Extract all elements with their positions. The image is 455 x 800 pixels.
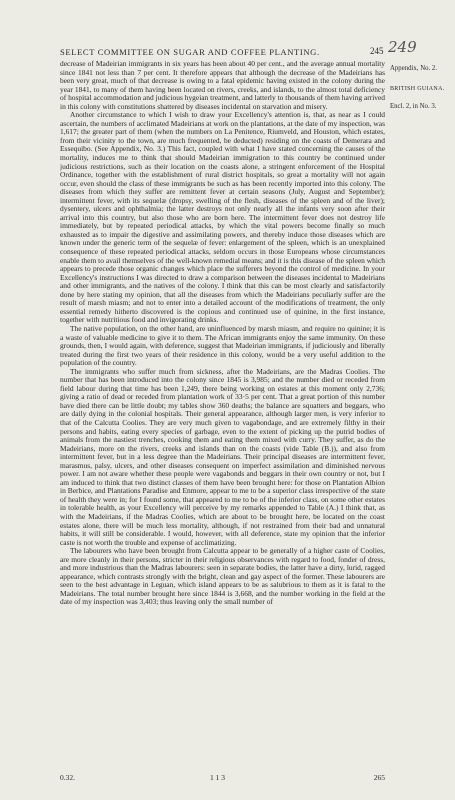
paragraph: Another circumstance to which I wish to draw your Excellency's attention is, that, as near as I could ascertain, the numbers of acclimated Madeirians at work on the plantations, at the date of my inspection, was 1,617; the greater part of them (when the numbers on La Penitence, Riumveld, and Houston, which estates, from their vicinity to the town, are much frequented, be deducted) residing on the coasts of Demerara and Essequibo. (See Appendix, No. 3.) This fact, coupled with what I have stated concerning the causes of the mortality, induces me to think that should Madeirian immigration to this country be continued under judicious restrictions, such as their location on the coasts alone, a stringent enforcement of the Hospital Ordinance, together with the establishment of rural district hospitals, so great a mortality will not again occur, even should the class of these immigrants be such as has been recently imported into this colony. The diseases from which they suffer are remittent fever at certain seasons (July, August and September); intermittent fever, with its sequelæ (dropsy, swelling of the flesh, diseases of the spleen and of the liver); dysentery, ulcers and ophthalmia; the latter destroys not only nearly all the infants very soon after their arrival into this country, but also those who are born here. The intermittent fever does not destroy life immediately, but by repeated periodical attacks, by which the vital powers become finally so much exhausted as to impair the digestive and assimilating powers, and thereby induce those diseases which are known under the generic term of the sequelæ of fever: enlargement of the spleen, which is an unexplained consequence of these repeated periodical attacks, seldom occurs in those Europeans whose circumstances enable them to avail themselves of the well-known remedial means; and it is this disease of the spleen which appears to precede those organic changes which place the sufferers beyond the control of medicine. In your Excellency's instructions I was directed to draw a comparison between the diseases incidental to Madeirians and other immigrants, and the natives of the colony. I think that this can be most clearly and satisfactorily done by here stating my opinion, that all the diseases from which the Madeirians peculiarly suffer are the result of marsh miasm; and not to enter into a detailed account of the modifications of treatment, the only essential remedy hitherto discovered is the copious and continued use of quinine, in the first instance, together with nutritious food and invigorating drinks. [60, 110, 385, 325]
paragraph: decrease of Madeirian immigrants in six years has been about 40 per cent., and the average annual mortality since 1841 not less than 7 per cent. It therefore appears that although the decrease of the Madeirians has been very great, much of that decrease is owing to a fatal epidemic having existed in the colony during the year 1841, to many of them having been located on rivers, creeks, and islands, to the almost total deficiency of hospital accommodation and judicious hygeian treatment, and latterly to thousands of them having arrived in this colony with constitutions shattered by diseases incidental on starvation and misery. [60, 60, 385, 111]
footer-right: 265 [373, 773, 385, 782]
running-header: SELECT COMMITTEE ON SUGAR AND COFFEE PLANTING. [60, 47, 320, 57]
sidenote-enclosure: Encl. 2, in No. 3. [390, 103, 437, 110]
paragraph: The immigrants who suffer much from sickness, after the Madeirians, are the Madras Coolies. The number that has been introduced into the colony since 1845 is 3,985; and the number died or receded from field labour during that time has been 1,249, there being working on estates at this moment only 2,736; giving a ratio of dead or receded from plantation work of 33·5 per cent. That a great portion of this number have died there can be little doubt; my tables show 360 deaths; the balance are squatters and beggars, who are daily dying in the colonial hospitals. Their general appearance, although larger men, is very inferior to that of the Calcutta Coolies. They are very much given to vagabondage, and are extremely filthy in their persons and habits, eating every species of garbage, even to the extent of picking up the putrid bodies of animals from the nastiest trenches, cooking them and eating them mixed with curry. They suffer, as do the Madeirians, more on the rivers, creeks and islands than on the coasts (vide Table (B.)), and also from intermittent fever, but in a less degree than the Madeirians. Their principal diseases are intermittent fever, marasmus, palsy, ulcers, and other diseases consequent on imperfect assimilation and diminished nervous power. I am not aware whether these people were vagabonds and beggars in their own country or not, but I am induced to think that two distinct classes of them have been brought here: for those on Plantation Albion in Berbice, and Plantations Paradise and Enmore, appear to me to be a superior class irrespective of the state of health they were in; for I found some, that appeared to me to be of the inferior class, on some other estates in tolerable health, as your Excellency will perceive by my remarks appended to Table (A.) I think that, as with the Madeirians, if the Madras Coolies, which are about to be brought here, be located on the coast estates alone, there will be much less mortality, although, if not restrained from their bad and unnatural habits, it will still be considerable. I would, however, with all deference, state my opinion that the inferior caste is not worth the trouble and expense of acclimatizing. [60, 366, 385, 547]
footer-center: 1 1 3 [210, 773, 225, 782]
body-text [60, 60, 385, 765]
page-number: 245 [370, 46, 384, 56]
sidenote-colony: BRITISH GUIANA. [390, 86, 445, 92]
sidenote-appendix: Appendix, No. 2. [390, 65, 438, 72]
paragraph: The native population, on the other hand, are uninfluenced by marsh miasm, and require no quinine; it is a waste of valuable medicine to give it to them. The African immigrants enjoy the same immunity. On these grounds, then, I would again, with deference, suggest that Madeirian immigrants, if judiciously and liberally treated during the first two years of their residence in this colony, would be a very useful addition to the population of the country. [60, 323, 385, 368]
footer-left: 0.32. [60, 773, 75, 782]
handwritten-folio-number: 249 [388, 38, 417, 56]
paragraph: The labourers who have been brought from Calcutta appear to be generally of a higher caste of Coolies, are more cleanly in their persons, stricter in their religious observances with regard to food, fonder of dress, and more industrious than the Madras labourers: seen in separate bodies, the latter have a dirty, lurid, ragged appearance, which contrasts strongly with the bright, clean and gay aspect of the former. These labourers are seen to the best advantage in Leguan, which island appears to be as salubrious to them as it is fatal to the Madeirians. The total number brought here since 1844 is 3,668, and the number working in the field at the date of my inspection was 3,403; thus leaving only the small number of [60, 546, 385, 607]
